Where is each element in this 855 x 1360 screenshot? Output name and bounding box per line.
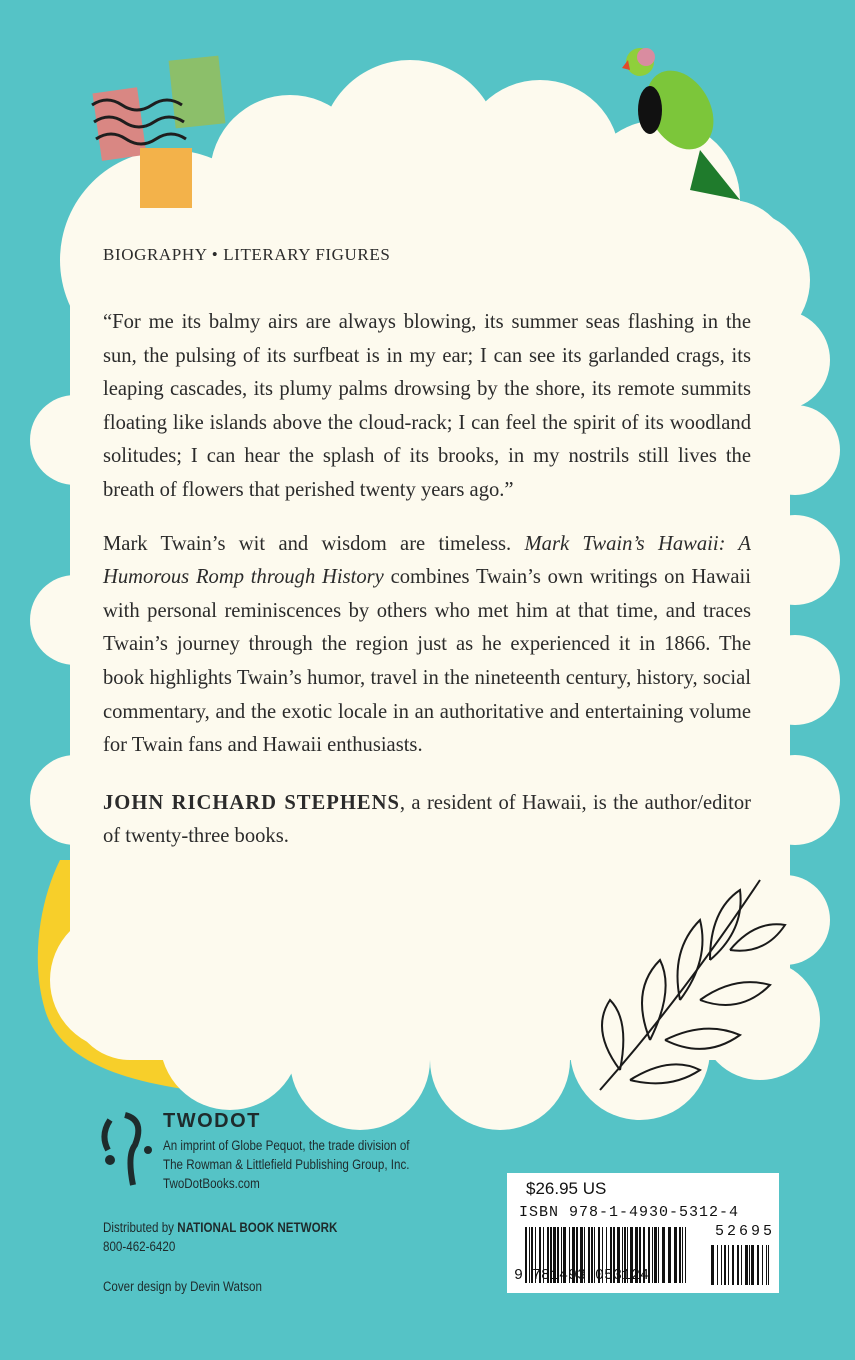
quote-paragraph: “For me its balmy airs are always blowing, its summer seas flashing in the sun, the pulsing of its surfbeat is in my ear; I can see its garlanded crags, its leaping cascades, its plumy palms drowsing by the shore, its remote summits floating like islands above the cloud-rack; I can feel the spirit of its woodland solitudes; I can hear the splash of its brooks, in my nostrils still lives the breath of flowers that perished twenty years ago.” xyxy=(103,311,751,501)
publisher-website: TwoDotBooks.com xyxy=(163,1176,260,1191)
barcode-bar xyxy=(728,1245,729,1285)
category-label: BIOGRAPHY • LITERARY FIGURES xyxy=(103,245,391,264)
description-rest: combines Twain’s own writings on Hawaii with personal reminiscences by others who met him at that time, and traces Twain’s journey through the region just as he experienced it in 1866. The book highlights Twain’s humor, travel in the nineteenth century, history, social commentary, and the exotic locale in an authoritative and entertaining volume for Twain fans and Hawaii enthusiasts. xyxy=(103,566,751,757)
distributed-prefix: Distributed by xyxy=(103,1220,178,1235)
distributor: NATIONAL BOOK NETWORK xyxy=(177,1220,338,1235)
barcode-bar xyxy=(762,1245,763,1285)
barcode-bar xyxy=(749,1245,750,1285)
description-intro: Mark Twain’s wit and wisdom are timeless. xyxy=(103,532,525,555)
barcode-bar xyxy=(757,1245,759,1285)
barcode-bar xyxy=(766,1245,767,1285)
barcode-bar xyxy=(732,1245,734,1285)
price: $26.95 US xyxy=(526,1179,607,1198)
barcode-bar xyxy=(674,1227,677,1283)
barcode-bar xyxy=(652,1227,653,1283)
barcode-bar xyxy=(724,1245,726,1285)
barcode-bar xyxy=(741,1245,742,1285)
isbn: ISBN 978-1-4930-5312-4 xyxy=(519,1204,740,1221)
barcode-bar xyxy=(711,1245,714,1285)
barcode-bar xyxy=(745,1245,748,1285)
barcode-bar xyxy=(751,1245,754,1285)
barcode-bar xyxy=(668,1227,671,1283)
author-bio: , a resident of Hawaii, is the author/editor of twenty-three books. xyxy=(103,791,751,848)
price-addon-code: 52695 xyxy=(715,1223,776,1240)
book-title: Mark Twain’s Hawaii: A Humorous Romp through History xyxy=(103,532,751,589)
publisher-logo-text: TWODOT xyxy=(163,1110,261,1132)
distribution-info xyxy=(103,1218,337,1256)
back-cover-copy xyxy=(103,306,751,874)
barcode-bar xyxy=(662,1227,665,1283)
barcode-bar xyxy=(685,1227,686,1283)
barcode-bar xyxy=(768,1245,769,1285)
description-paragraph xyxy=(103,528,751,763)
publisher-line-1: An imprint of Globe Pequot, the trade division of xyxy=(163,1138,410,1153)
barcode-panel xyxy=(507,1173,779,1293)
barcode-bar xyxy=(658,1227,659,1283)
author-name: JOHN RICHARD STEPHENS xyxy=(103,791,400,814)
twodot-logo-icon xyxy=(104,1115,152,1185)
barcode-bar xyxy=(654,1227,657,1283)
publisher-line-2: The Rowman & Littlefield Publishing Group, Inc. xyxy=(163,1157,410,1172)
barcode-bar xyxy=(717,1245,718,1285)
author-paragraph xyxy=(103,787,751,854)
barcode-bar xyxy=(682,1227,683,1283)
ean-digits: 9 781493 053124 xyxy=(514,1267,650,1284)
barcode-bar xyxy=(679,1227,681,1283)
cover-design-credit: Cover design by Devin Watson xyxy=(103,1279,262,1294)
distributor-phone: 800-462-6420 xyxy=(103,1239,176,1254)
barcode-bar xyxy=(737,1245,739,1285)
publisher-info xyxy=(163,1136,410,1193)
barcode-bar xyxy=(721,1245,722,1285)
